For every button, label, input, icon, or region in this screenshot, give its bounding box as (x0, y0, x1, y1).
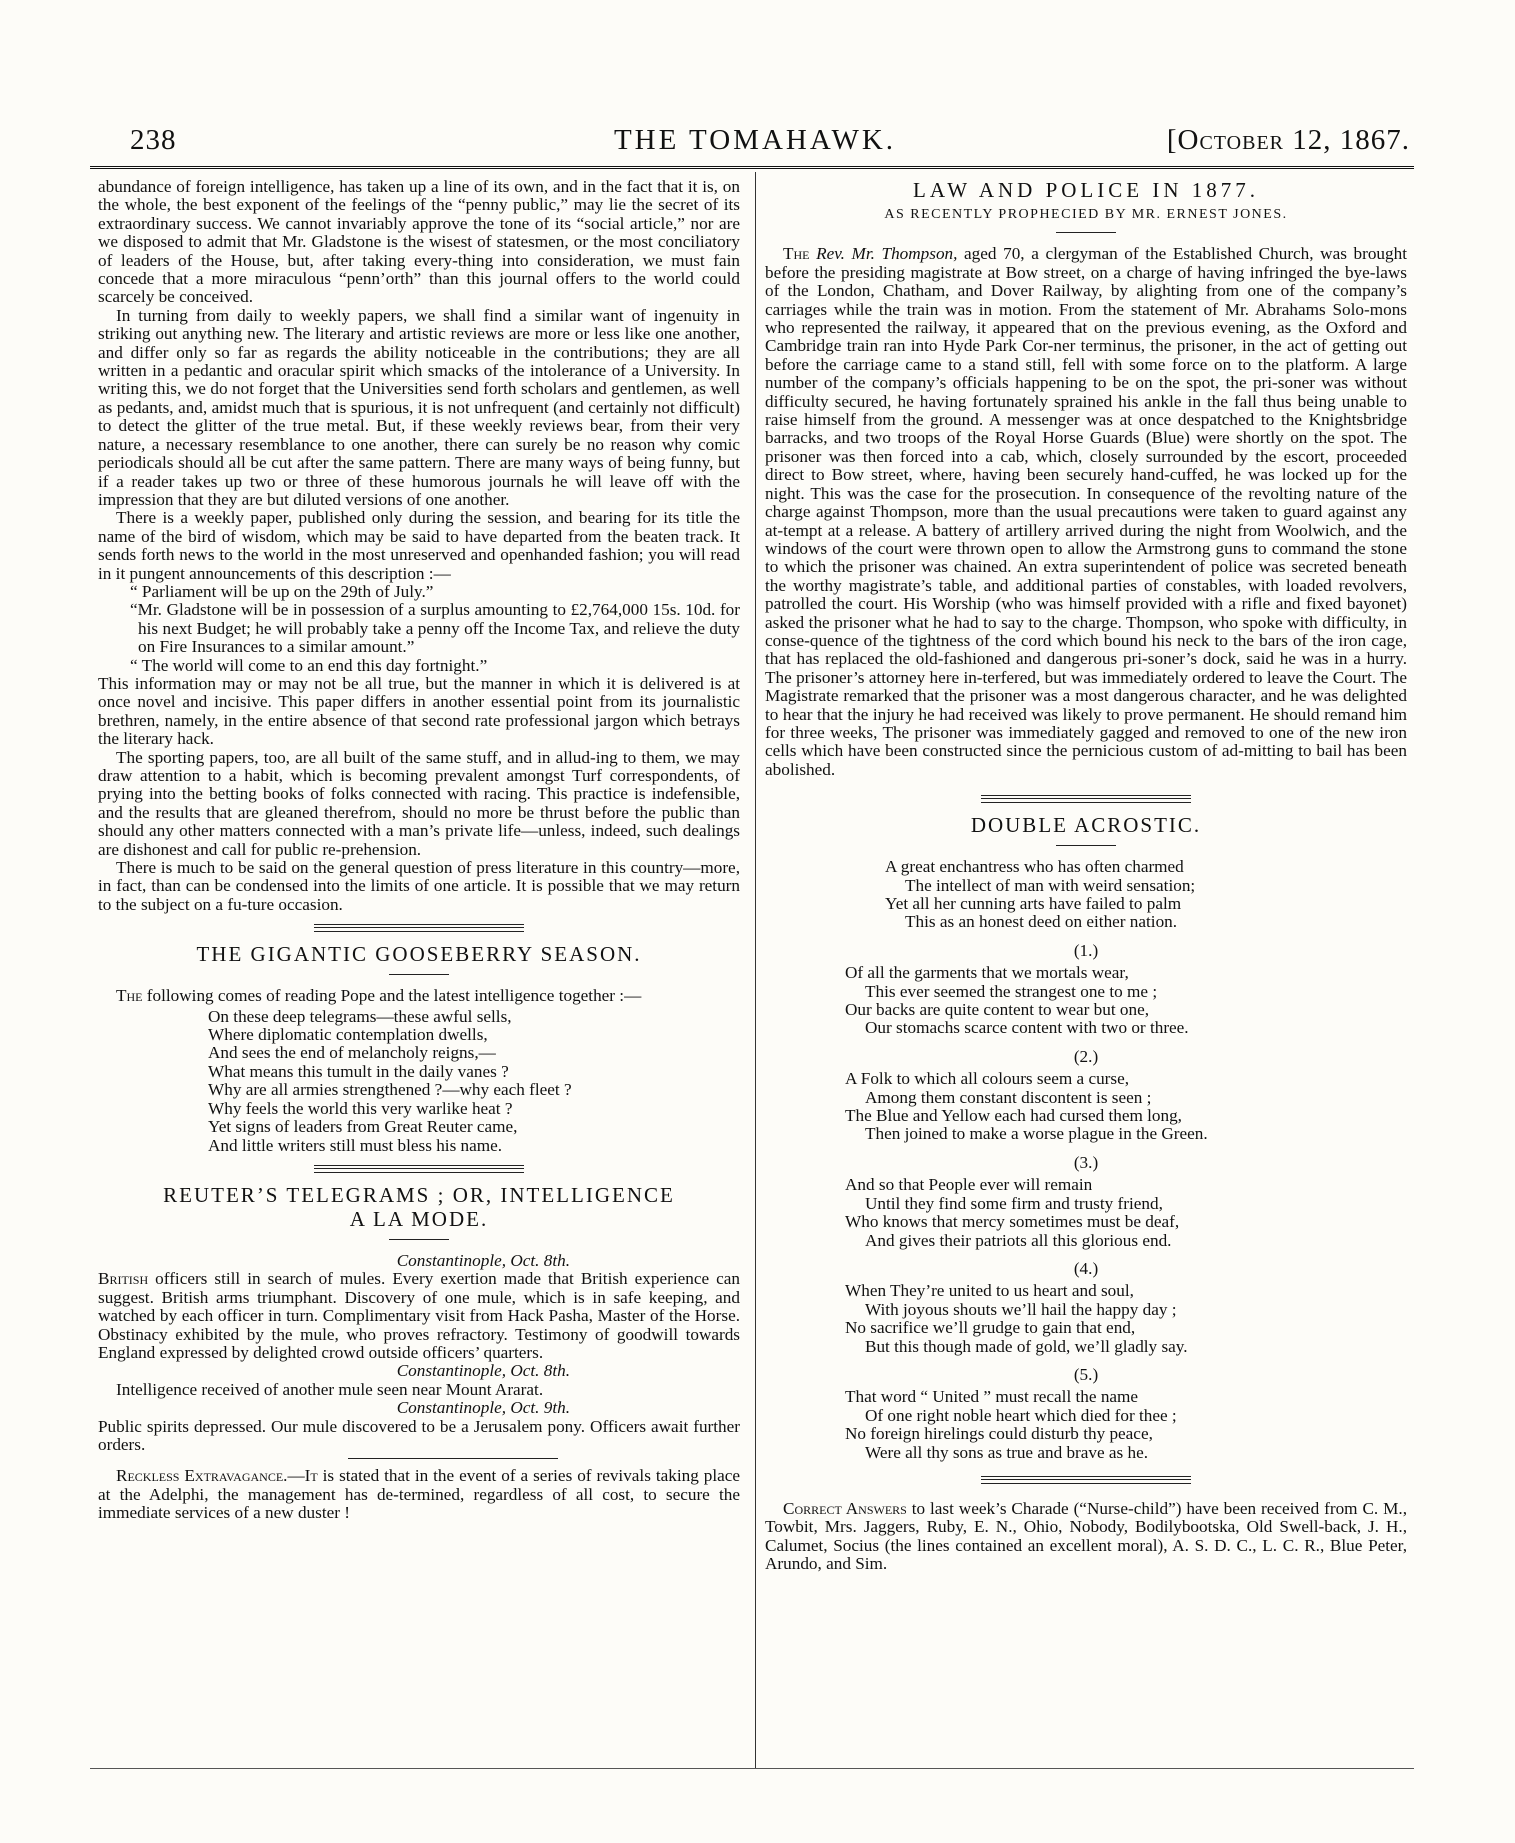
short-rule (1056, 232, 1116, 233)
article-paragraph: officers still in search of mules. Every exertion made that British experience can suggest. British arms triumphant. Discovery of one mule, which is in safe keeping, and watched by each officer in turn. Complimentary visit from Hack Pasha, Master of the Horse. Obstinacy exhibited by the mule, who proves refractory. Testimony of goodwill towards England expressed by delighted crowd outside officers’ quarters. (98, 1269, 740, 1362)
header-rule (90, 166, 1414, 169)
poem-line: This ever seemed the strangest one to me ; (865, 981, 1158, 1001)
section-divider (314, 1165, 524, 1173)
page-header (96, 118, 1414, 160)
acrostic-stanza (845, 964, 1407, 1038)
poem-line: When They’re united to us heart and soul, (845, 1281, 1134, 1301)
article-paragraph: aged 70, a clergyman of the Established Church, was brought before the presiding magistrate at Bow street, on a charge of having infringed the bye-laws of the London, Chatham, and Dover Railway, by alighting from one of the company’s carriages while the train was in motion. From the statement of Mr. Abrahams Solo-mons who represented the railway, it appeared that on the previous evening, as the Oxford and Cambridge train ran into Hyde Park Cor-ner terminus, the prisoner, in the act of getting out before the carriage came to a stand still, fell with some force on to the platform. A large number of the company’s officials happening to be on the spot, the pri-soner was without difficulty secured, he having fortunately sprained his ankle in the fall thus being unable to raise himself from the ground. A messenger was at once despatched to the Knightsbridge barracks, and two troops of the Royal Horse Guards (Blue) were shortly on the spot. The prisoner was then forced into a cab, which, closely surrounded by the escort, proceeded direct to Bow street, where, having been securely hand-cuffed, he was locked up for the night. This was the case for the prosecution. In consequence of the revolting nature of the charge against Thompson, more than the usual precautions were taken to guard against any at-tempt at a release. A battery of artillery arrived during the night from Woolwich, and the windows of the court were thrown open to allow the Armstrong guns to command the stone to which the prisoner was chained. An extra superintendent of police was secreted beneath the worthy magistrate’s table, and additional parties of constables, with loaded revolvers, patrolled the court. His Worship (who was himself provided with a rifle and fixed bayonet) asked the prisoner what he had to say to the charge. Thompson, who spoke with difficulty, in conse-quence of the tightness of the cord which bound his neck to the bars of the iron cage, that has replaced the old-fashioned and dangerous pri-soner’s dock, said he was in a hurry. The prisoner’s attorney here in-terfered, but was immediately ordered to leave the Court. The Magistrate remarked that the prisoner was a most dangerous character, and he was delighted to hear that the injury he had received was likely to prove permanent. He should remand him for three weeks, The prisoner was immediately gagged and removed to one of the new iron cells which have been constructed since the pernicious custom of ad-mitting to bail has been abolished. (765, 244, 1407, 779)
article-paragraph: There is much to be said on the general question of press literature in this country—more, in fact, than can be condensed into the limits of one article. It is possible that we may return to the subject on a fu-ture occasion. (98, 858, 740, 914)
dateline: Constantinople, Oct. 9th. (396, 1398, 570, 1418)
poem-line: Who knows that mercy sometimes must be deaf, (845, 1212, 1180, 1232)
lead-word: The (783, 244, 810, 264)
article-paragraph: The sporting papers, too, are all built of the same stuff, and in allud-ing to them, we may draw attention to a habit, which is becoming prevalent amongst Turf correspondents, of prying into the betting books of folks connected with racing. This practice is indefensible, and the results that are gleaned therefrom, should no more be thrust before the public than should any other matters connected with a man’s private life—unless, indeed, such dealings are dishonest and call for public re-prehension. (98, 747, 740, 859)
name-italic: Rev. Mr. Thompson, (809, 244, 958, 264)
right-column (765, 178, 1407, 1574)
poem-line: With joyous shouts we’ll hail the happy day ; (865, 1299, 1177, 1319)
poem-line: A Folk to which all colours seem a curse, (845, 1069, 1130, 1089)
lead-word: Correct Answers (783, 1498, 907, 1518)
section-heading: THE GIGANTIC GOOSEBERRY SEASON. (196, 942, 642, 967)
poem-line: Were all thy sons as true and brave as he. (865, 1442, 1149, 1462)
poem-line: This as an honest deed on either nation. (905, 912, 1178, 932)
section-heading (98, 1183, 740, 1231)
page-number: 238 (130, 124, 177, 156)
section-divider (981, 1476, 1191, 1484)
stanza-number: (3.) (1073, 1152, 1099, 1172)
short-rule (348, 1458, 558, 1459)
poem-line: Among them constant discontent is seen ; (865, 1087, 1152, 1107)
poem-line: And gives their patriots all this glorious end. (865, 1230, 1172, 1250)
article-paragraph: Public spirits depressed. Our mule discovered to be a Jerusalem pony. Officers await further orders. (98, 1416, 740, 1454)
poem-line: A great enchantress who has often charmed (885, 857, 1184, 877)
acrostic-stanza (845, 1070, 1407, 1144)
poem-line: And so that People ever will remain (845, 1175, 1093, 1195)
poem-line: Of one right noble heart which died for thee ; (865, 1405, 1177, 1425)
quoted-announcement: “ Parliament will be up on the 29th of July.” (130, 581, 434, 601)
section-divider (314, 924, 524, 932)
article-paragraph: is stated that in the event of a series of revivals taking place at the Adelphi, the management has de-termined, regardless of all cost, to secure the immediate services of a new duster ! (98, 1466, 740, 1523)
stanza-number: (2.) (1073, 1046, 1099, 1066)
poem-line: What means this tumult in the daily vanes ? (208, 1061, 509, 1081)
poem-line: Of all the garments that we mortals wear, (845, 963, 1129, 983)
poem-line: And little writers still must bless his name. (208, 1135, 503, 1155)
column-divider (755, 172, 756, 1768)
acrostic-stanza (845, 1176, 1407, 1250)
masthead-title: THE TOMAHAWK. (613, 124, 897, 156)
article-paragraph: to last week’s Charade (“Nurse-child”) have been received from C. M., Towbit, Mrs. Jaggers, Ruby, E. N., Ohio, Nobody, Bodilybootska, Old Swell-back, J. H., Calumet, Socius (the lines contained an excellent moral), A. S. D. C., L. C. R., Blue Peter, Arundo, and Sim. (765, 1498, 1407, 1574)
issue-date: [October 12, 1867. (1166, 124, 1410, 156)
poem-line: On these deep telegrams—these awful sells, (208, 1006, 512, 1026)
gooseberry-poem (208, 1008, 740, 1155)
poem-line: But this though made of gold, we’ll gladly say. (865, 1336, 1188, 1356)
article-paragraph: abundance of foreign intelligence, has taken up a line of its own, and in the fact that it is, on the whole, the best exponent of the feelings of the “penny public,” may lie the secret of its extraordinary success. We cannot invariably approve the tone of its “social article,” nor are we disposed to admit that Mr. Gladstone is the wisest of statesmen, or the most conciliatory of leaders of the House, but, after taking every-thing into consideration, we must fain concede that a more miraculous “penn’orth” than this journal offers to the world could scarcely be conceived. (98, 177, 740, 307)
article-paragraph: This information may or may not be all true, but the manner in which it is delivered is at once novel and incisive. This paper differs in another essential point from its journalistic brethren, namely, in the entire absence of that second rate professional jargon which betrays the literary hack. (98, 673, 740, 749)
heading-line: REUTER’S TELEGRAMS ; OR, INTELLIGENCE (163, 1182, 675, 1207)
poem-line: Where diplomatic contemplation dwells, (208, 1025, 488, 1045)
stanza-number: (5.) (1073, 1364, 1099, 1384)
poem-line: Yet signs of leaders from Great Reuter came, (208, 1117, 518, 1137)
dateline: Constantinople, Oct. 8th. (396, 1250, 570, 1270)
acrostic-stanza (845, 1282, 1407, 1356)
poem-line: Our backs are quite content to wear but one, (845, 1000, 1150, 1020)
acrostic-stanza (845, 1388, 1407, 1462)
poem-line: The intellect of man with weird sensation; (905, 875, 1196, 895)
quoted-announcement: “Mr. Gladstone will be in possession of a surplus amounting to £2,764,000 15s. 10d. for his next Budget; he will probably take a penny off the Income Tax, and relieve the duty on Fire Insurances to a similar amount.” (130, 600, 740, 657)
poem-line: That word “ United ” must recall the name (845, 1387, 1139, 1407)
poem-line: No foreign hirelings could disturb thy peace, (845, 1424, 1153, 1444)
section-subheading: AS RECENTLY PROPHECIED BY MR. ERNEST JONES. (884, 207, 1288, 222)
poem-line: Why feels the world this very warlike heat ? (208, 1098, 513, 1118)
article-paragraph: There is a weekly paper, published only during the session, and bearing for its title the name of the bird of wisdom, which may be said to have departed from the beaten track. It sends forth news to the world in the most unreserved and openhanded fashion; you will read in it pungent announcements of this description :— (98, 508, 740, 583)
stanza-number: (1.) (1073, 940, 1099, 960)
left-column (98, 178, 740, 1523)
poem-line: Our stomachs scarce content with two or three. (865, 1018, 1189, 1038)
poem-line: Until they find some firm and trusty friend, (865, 1193, 1163, 1213)
short-rule (1056, 845, 1116, 846)
heading-line: A LA MODE. (349, 1206, 489, 1231)
acrostic-intro (885, 858, 1407, 932)
section-divider (981, 795, 1191, 803)
poem-line: Yet all her cunning arts have failed to palm (885, 894, 1182, 913)
short-rule (389, 974, 449, 975)
dateline: Constantinople, Oct. 8th. (396, 1361, 570, 1381)
poem-line: Then joined to make a worse plague in the Green. (865, 1124, 1208, 1144)
short-rule (389, 1239, 449, 1240)
footer-rule (90, 1768, 1414, 1769)
stanza-number: (4.) (1073, 1258, 1099, 1278)
quoted-announcement: “ The world will come to an end this day fortnight.” (130, 655, 488, 675)
poem-line: The Blue and Yellow each had cursed them long, (845, 1106, 1182, 1126)
poem-line: No sacrifice we’ll grudge to gain that end, (845, 1318, 1136, 1338)
lead-word: The (116, 986, 143, 1006)
article-paragraph: Intelligence received of another mule seen near Mount Ararat. (116, 1379, 544, 1399)
lead-word: Reckless Extravagance.—It (116, 1466, 318, 1486)
lead-word: British (98, 1269, 149, 1289)
poem-line: Why are all armies strengthened ?—why each fleet ? (208, 1080, 572, 1100)
poem-line: And sees the end of melancholy reigns,— (208, 1043, 496, 1063)
article-paragraph: In turning from daily to weekly papers, we shall find a similar want of ingenuity in striking out anything new. The literary and artistic reviews are more or less like one another, and differ only so far as regards the ability noticeable in the contributions; they are all written in a pedantic and oracular spirit which smacks of the intolerance of a University. In writing this, we do not forget that the Universities send forth scholars and gentlemen, as well as pedants, and, amidst much that is spurious, it is not unfrequent (and certainly not difficult) to detect the glitter of the true metal. But, if these weekly reviews bear, from their very nature, a necessary resemblance to one another, there can surely be no reason why comic periodicals should all be cut after the same pattern. There are many ways of being funny, but if a reader takes up two or three of these humorous journals he will leave off with the impression that they are but diluted versions of one another. (98, 305, 740, 509)
section-heading: DOUBLE ACROSTIC. (970, 813, 1202, 838)
section-heading: LAW AND POLICE IN 1877. (913, 178, 1259, 202)
article-paragraph: following comes of reading Pope and the latest intelligence together :— (142, 986, 642, 1006)
